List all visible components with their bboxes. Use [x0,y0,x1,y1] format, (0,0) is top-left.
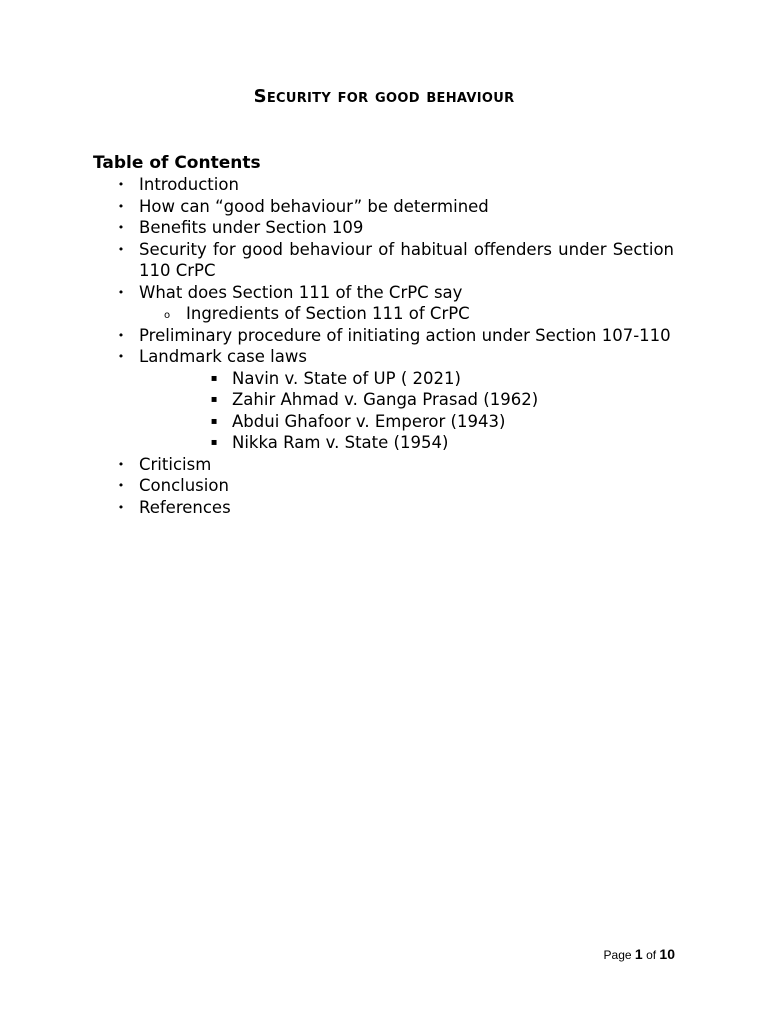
toc-item [93,303,674,325]
footer-current-page: 1 [634,946,643,962]
toc-item [93,217,674,239]
toc-item [93,196,674,218]
bullet-icon: • [117,328,125,342]
toc-item [93,239,674,282]
toc-item-text: References [139,497,231,517]
toc-item [93,368,674,390]
footer-of-word: of [646,948,657,962]
bullet-icon: • [117,479,125,492]
bullet-icon: • [117,457,125,471]
square-bullet-icon: ▪ [210,415,218,427]
toc-item-text: Benefits under Section 109 [139,218,364,237]
bullet-icon: • [117,500,125,514]
square-bullet-icon: ▪ [210,437,218,448]
bullet-icon: • [117,350,125,363]
toc-item-text: Criticism [139,454,212,474]
toc-item [93,475,674,497]
bullet-icon: • [117,242,125,256]
toc-item-text: Navin v. State of UP ( 2021) [232,368,461,388]
table-of-contents [93,174,674,518]
toc-item-text: Conclusion [139,476,229,495]
footer-total-pages: 10 [659,946,675,962]
toc-item [93,174,674,196]
toc-item [93,282,674,304]
document-title: Security for good behaviour [253,86,515,107]
toc-heading: Table of Contents [93,153,261,173]
toc-item-text: What does Section 111 of the CrPC say [139,282,463,302]
bullet-icon: • [117,285,125,299]
bullet-icon: • [117,199,125,213]
toc-item-text: Introduction [139,175,239,194]
toc-item-text: How can “good behaviour” be determined [139,196,489,216]
square-bullet-icon: ▪ [210,394,218,405]
toc-item-text: Landmark case laws [139,347,307,366]
toc-item [93,454,674,476]
toc-item [93,432,674,454]
toc-item-text: Security for good behaviour of habitual offenders under Section 110 CrPC [139,239,674,280]
footer-page-word: Page [603,948,632,962]
toc-item-text: Nikka Ram v. State (1954) [232,433,449,452]
bullet-icon: • [117,178,125,191]
page-footer [604,946,675,962]
toc-item [93,411,674,433]
toc-item [93,497,674,519]
toc-item-text: Ingredients of Section 111 of CrPC [186,304,470,323]
toc-item-text: Zahir Ahmad v. Ganga Prasad (1962) [232,390,539,409]
toc-item-text: Preliminary procedure of initiating action under Section 107-110 [139,325,671,345]
bullet-icon: • [117,221,125,234]
toc-item [93,346,674,368]
toc-item [93,389,674,411]
circle-bullet-icon: o [163,310,171,321]
toc-item-text: Abdui Ghafoor v. Emperor (1943) [232,411,506,431]
toc-item [93,325,674,347]
square-bullet-icon: ▪ [210,372,218,384]
